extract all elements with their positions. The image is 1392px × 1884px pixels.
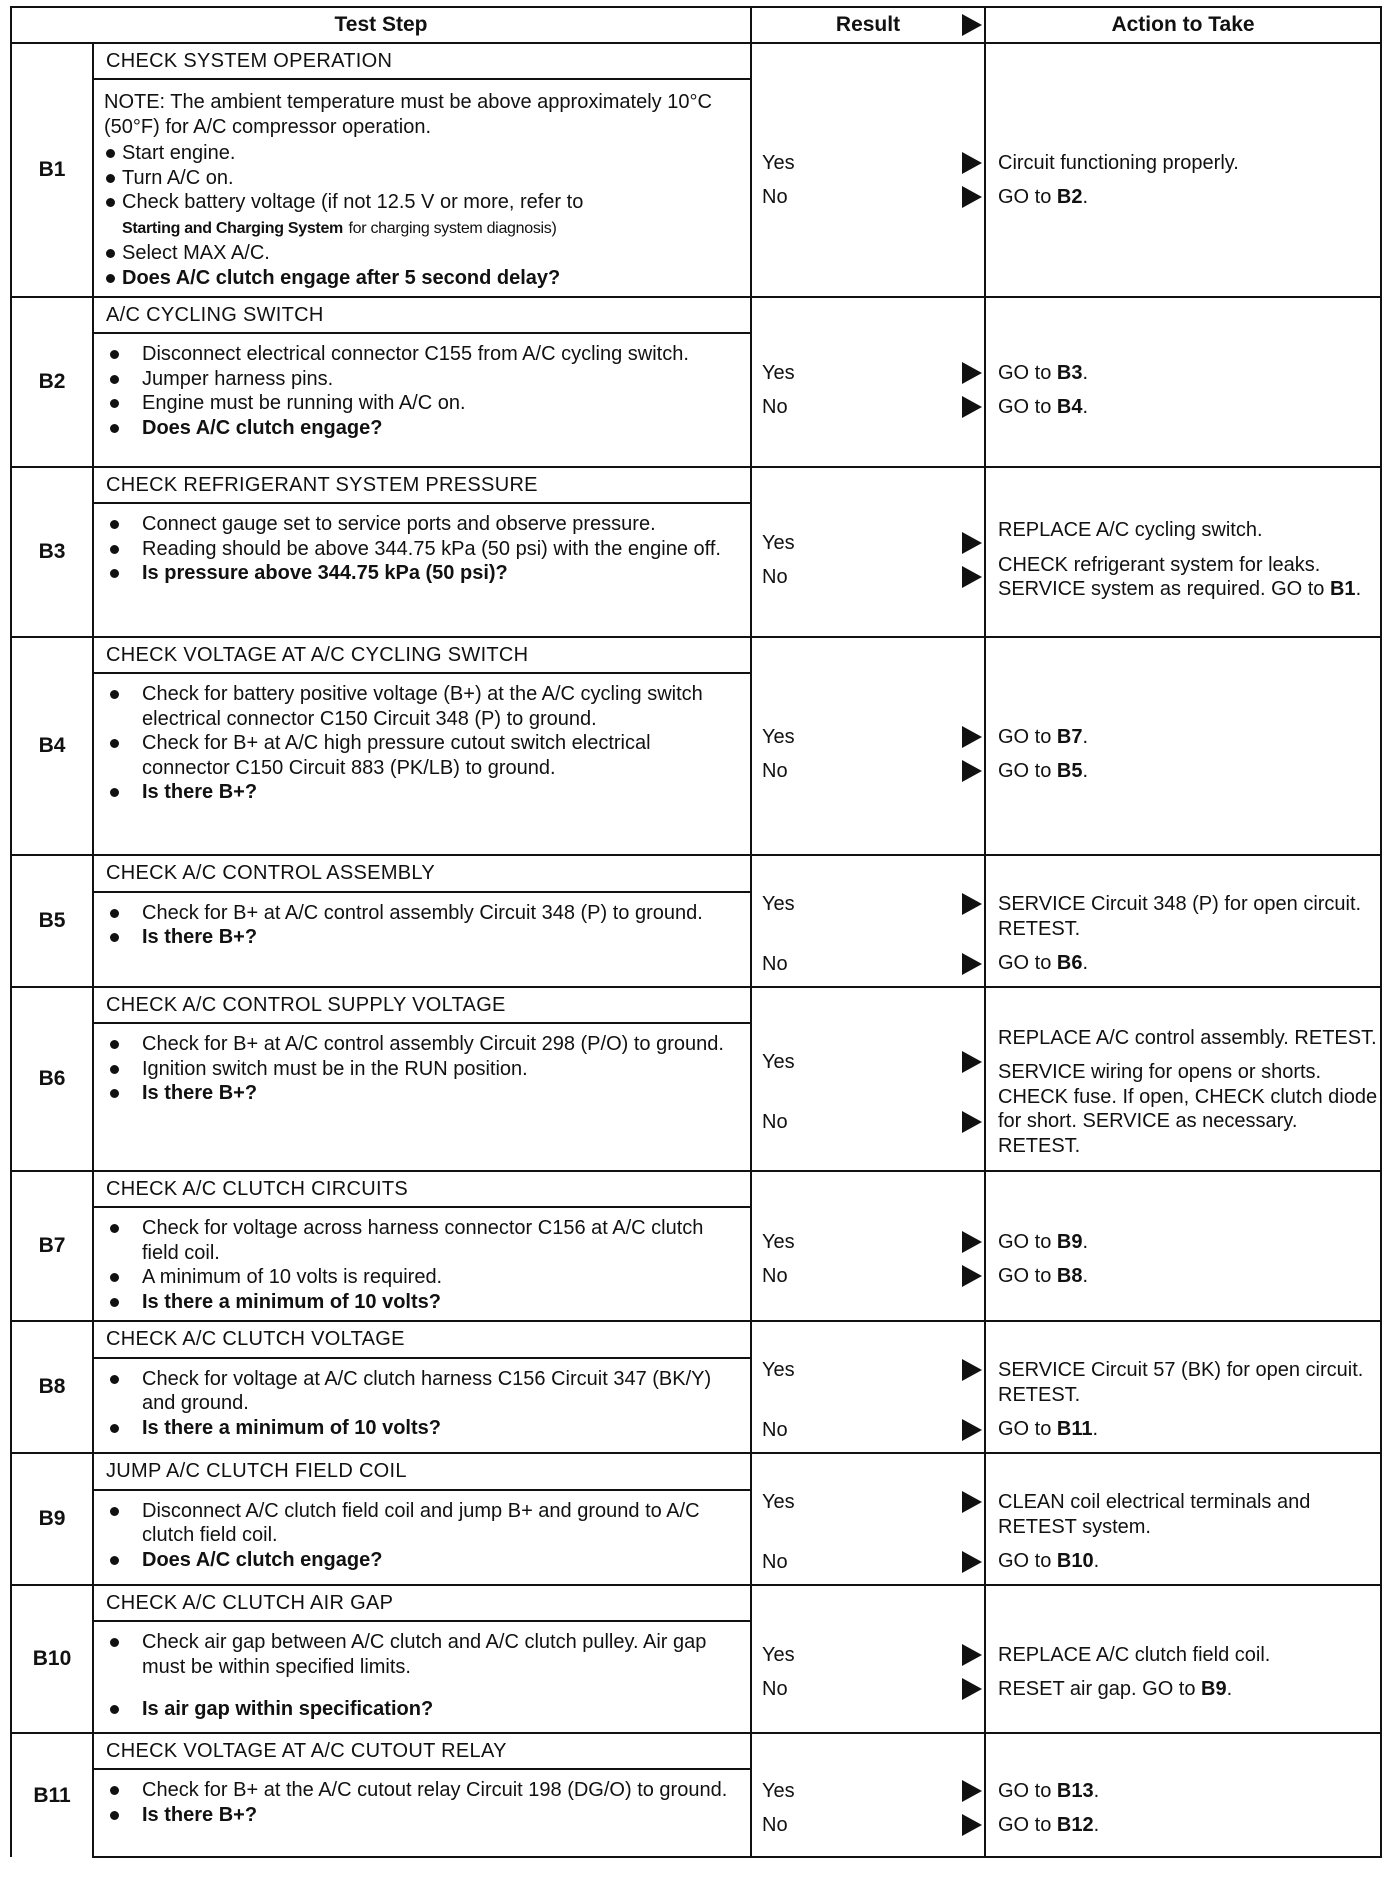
list-item: Check air gap between A/C clutch and A/C clutch pulley. Air gap must be within specified limits. [104, 1630, 740, 1679]
step-question: Does A/C clutch engage? [104, 1548, 740, 1573]
step-row-b7-title [11, 1171, 1381, 1207]
arrow-right-icon [962, 186, 982, 208]
result-yes: Yes [752, 725, 984, 750]
action-cell [985, 855, 1381, 987]
arrow-right-icon [962, 760, 982, 782]
result-yes: Yes [752, 1779, 984, 1804]
step-id: B6 [11, 987, 93, 1171]
result-no: No [752, 1813, 984, 1838]
result-cell [751, 1453, 985, 1585]
arrow-right-icon [962, 14, 982, 36]
action-no: GO to B5. [998, 760, 1089, 782]
step-body [93, 892, 751, 987]
step-row-b6-title [11, 987, 1381, 1023]
step-row-b4-title [11, 637, 1381, 673]
action-no: GO to B6. [998, 952, 1089, 975]
action-no: GO to B2. [998, 186, 1089, 208]
result-cell [751, 637, 985, 855]
step-id: B10 [11, 1585, 93, 1733]
result-no: No [752, 1550, 984, 1575]
step-question: Is there B+? [104, 1803, 740, 1828]
list-item: Reading should be above 344.75 kPa (50 psi) with the engine off. [104, 537, 740, 562]
list-item: A minimum of 10 volts is required. [104, 1265, 740, 1290]
step-body [93, 1769, 751, 1857]
action-yes: REPLACE A/C control assembly. RETEST. [998, 1026, 1377, 1049]
pinpoint-test-table [10, 6, 1382, 1858]
list-item: Start engine. [104, 141, 740, 166]
result-yes: Yes [752, 1490, 984, 1515]
action-cell [985, 1585, 1381, 1733]
result-no: No [752, 1418, 984, 1443]
result-yes: Yes [752, 892, 984, 917]
diagnostic-table-page [10, 6, 1380, 1858]
step-title: CHECK A/C CLUTCH VOLTAGE [93, 1321, 751, 1358]
step-question: Is air gap within specification? [104, 1697, 740, 1722]
step-title: CHECK A/C CLUTCH AIR GAP [93, 1585, 751, 1621]
action-yes: GO to B9. [998, 1230, 1089, 1253]
action-cell [985, 43, 1381, 297]
result-no: No [752, 1677, 984, 1702]
arrow-right-icon [962, 396, 982, 418]
list-item: Disconnect electrical connector C155 from A/C cycling switch. [104, 342, 740, 367]
step-body [93, 333, 751, 467]
step-body [93, 673, 751, 855]
step-body [93, 1358, 751, 1453]
arrow-right-icon [962, 1051, 982, 1073]
arrow-right-icon [962, 1265, 982, 1287]
result-cell [751, 1171, 985, 1321]
result-yes: Yes [752, 361, 984, 386]
list-item: Check for B+ at the A/C cutout relay Circuit 198 (DG/O) to ground. [104, 1778, 740, 1803]
step-title: CHECK VOLTAGE AT A/C CYCLING SWITCH [93, 637, 751, 673]
result-yes: Yes [752, 1358, 984, 1383]
header-result-label: Result [835, 13, 901, 36]
step-id: B4 [11, 637, 93, 855]
result-yes: Yes [752, 1230, 984, 1255]
result-cell [751, 297, 985, 467]
list-item: Jumper harness pins. [104, 367, 740, 392]
action-no: GO to B8. [998, 1265, 1089, 1287]
result-yes: Yes [752, 151, 984, 176]
result-no: No [752, 759, 984, 784]
result-yes: Yes [752, 531, 984, 556]
step-title: CHECK A/C CONTROL SUPPLY VOLTAGE [93, 987, 751, 1023]
step-bullets [104, 342, 740, 440]
list-item: Check for B+ at A/C control assembly Circuit 348 (P) to ground. [104, 901, 740, 926]
result-no: No [752, 952, 984, 977]
result-no: No [752, 1110, 984, 1135]
list-item: Check for battery positive voltage (B+) at the A/C cycling switch electrical connector C150 Circuit 348 (P) to ground. [104, 682, 740, 731]
step-question: Is there a minimum of 10 volts? [104, 1416, 740, 1441]
result-cell [751, 467, 985, 637]
step-note: NOTE: The ambient temperature must be above approximately 10°C (50°F) for A/C compressor operation. [104, 91, 712, 138]
step-bullets [104, 1367, 740, 1441]
action-yes: REPLACE A/C clutch field coil. [998, 1643, 1271, 1666]
step-title: A/C CYCLING SWITCH [93, 297, 751, 333]
result-yes: Yes [752, 1643, 984, 1668]
action-yes: SERVICE Circuit 348 (P) for open circuit. RETEST. [998, 893, 1362, 940]
step-body [93, 1621, 751, 1733]
action-cell [985, 1453, 1381, 1585]
list-item: Turn A/C on. [104, 166, 740, 191]
step-row-b8-title [11, 1321, 1381, 1358]
step-id: B9 [11, 1453, 93, 1585]
result-cell [751, 1321, 985, 1453]
step-question: Is there B+? [104, 925, 740, 950]
header-result [751, 7, 985, 43]
step-title: CHECK A/C CLUTCH CIRCUITS [93, 1171, 751, 1207]
action-no: GO to B12. [998, 1814, 1100, 1836]
arrow-right-icon [962, 1111, 982, 1133]
result-no: No [752, 395, 984, 420]
action-yes: GO to B13. [998, 1779, 1100, 1802]
action-cell [985, 987, 1381, 1171]
step-bullets [104, 512, 740, 586]
table-header-row [11, 7, 1381, 43]
step-body [93, 1207, 751, 1321]
step-title: CHECK VOLTAGE AT A/C CUTOUT RELAY [93, 1733, 751, 1769]
result-cell [751, 987, 985, 1171]
step-id: B2 [11, 297, 93, 467]
step-id: B5 [11, 855, 93, 987]
step-id: B11 [11, 1733, 93, 1857]
step-question: Is pressure above 344.75 kPa (50 psi)? [104, 561, 740, 586]
action-cell [985, 1733, 1381, 1857]
arrow-right-icon [962, 1644, 982, 1666]
step-id: B8 [11, 1321, 93, 1453]
step-question: Is there a minimum of 10 volts? [104, 1290, 740, 1315]
result-cell [751, 1585, 985, 1733]
list-item: Connect gauge set to service ports and observe pressure. [104, 512, 740, 537]
arrow-right-icon [962, 566, 982, 588]
step-bullets [104, 1499, 740, 1573]
arrow-right-icon [962, 362, 982, 384]
step-id: B1 [11, 43, 93, 297]
result-no: No [752, 1264, 984, 1289]
action-yes: REPLACE A/C cycling switch. [998, 519, 1263, 542]
step-bullets [104, 1032, 740, 1106]
action-cell [985, 637, 1381, 855]
action-cell [985, 467, 1381, 637]
step-bullets [104, 1778, 740, 1827]
step-bullets [104, 901, 740, 950]
step-title: CHECK SYSTEM OPERATION [93, 43, 751, 79]
result-no: No [752, 185, 984, 210]
step-bullets [104, 1216, 740, 1314]
list-item: Check for B+ at A/C high pressure cutout switch electrical connector C150 Circuit 883 (PK/LB) to ground. [104, 731, 740, 780]
arrow-right-icon [962, 1780, 982, 1802]
action-cell [985, 1321, 1381, 1453]
action-yes: GO to B7. [998, 725, 1089, 748]
action-no: GO to B11. [998, 1418, 1099, 1441]
arrow-right-icon [962, 1231, 982, 1253]
action-yes: CLEAN coil electrical terminals and RETEST system. [998, 1491, 1311, 1538]
list-item: Ignition switch must be in the RUN position. [104, 1057, 740, 1082]
action-no: SERVICE wiring for opens or shorts. CHECK fuse. If open, CHECK clutch diode for short. SERVICE as necessary. RETEST. [998, 1061, 1378, 1157]
step-question: Is there B+? [104, 780, 740, 805]
step-id: B3 [11, 467, 93, 637]
step-row-b9-title [11, 1453, 1381, 1490]
arrow-right-icon [962, 1359, 982, 1381]
header-test-step: Test Step [11, 7, 751, 43]
list-item: Check for voltage at A/C clutch harness C156 Circuit 347 (BK/Y) and ground. [104, 1367, 740, 1416]
step-body [93, 79, 751, 297]
action-yes: Circuit functioning properly. [998, 151, 1239, 174]
step-question: Does A/C clutch engage? [104, 416, 740, 441]
step-title: CHECK A/C CONTROL ASSEMBLY [93, 855, 751, 892]
step-row-b11-title [11, 1733, 1381, 1769]
action-no: GO to B10. [998, 1550, 1100, 1573]
step-title: JUMP A/C CLUTCH FIELD COIL [93, 1453, 751, 1490]
arrow-right-icon [962, 1814, 982, 1836]
step-bullets [104, 1630, 740, 1722]
arrow-right-icon [962, 1551, 982, 1573]
step-bullets [104, 141, 740, 290]
header-action: Action to Take [985, 7, 1381, 43]
arrow-right-icon [962, 893, 982, 915]
list-item: Disconnect A/C clutch field coil and jump B+ and ground to A/C clutch field coil. [104, 1499, 740, 1548]
step-row-b1-title [11, 43, 1381, 79]
step-bullets [104, 682, 740, 805]
step-title: CHECK REFRIGERANT SYSTEM PRESSURE [93, 467, 751, 503]
action-cell [985, 297, 1381, 467]
arrow-right-icon [962, 953, 982, 975]
step-row-b10-title [11, 1585, 1381, 1621]
result-cell [751, 855, 985, 987]
action-no: CHECK refrigerant system for leaks. SERVICE system as required. GO to B1. [998, 553, 1362, 601]
step-body [93, 503, 751, 637]
step-question: Is there B+? [104, 1081, 740, 1106]
action-yes: GO to B3. [998, 361, 1089, 384]
step-row-b3-title [11, 467, 1381, 503]
step-body [93, 1490, 751, 1585]
arrow-right-icon [962, 1419, 982, 1441]
arrow-right-icon [962, 1491, 982, 1513]
list-item: Select MAX A/C. [104, 241, 740, 266]
result-cell [751, 1733, 985, 1857]
step-id: B7 [11, 1171, 93, 1321]
result-yes: Yes [752, 1050, 984, 1075]
arrow-right-icon [962, 532, 982, 554]
action-no: GO to B4. [998, 396, 1089, 418]
arrow-right-icon [962, 726, 982, 748]
list-item: Check for voltage across harness connector C156 at A/C clutch field coil. [104, 1216, 740, 1265]
list-item: Check for B+ at A/C control assembly Circuit 298 (P/O) to ground. [104, 1032, 740, 1057]
step-row-b5-title [11, 855, 1381, 892]
step-question: Does A/C clutch engage after 5 second delay? [104, 266, 740, 291]
list-item: Check battery voltage (if not 12.5 V or more, refer to Starting and Charging System for charging system diagnosis) [104, 190, 740, 241]
action-cell [985, 1171, 1381, 1321]
result-cell [751, 43, 985, 297]
list-item: Engine must be running with A/C on. [104, 391, 740, 416]
arrow-right-icon [962, 152, 982, 174]
result-no: No [752, 565, 984, 590]
step-row-b2-title [11, 297, 1381, 333]
action-no: RESET air gap. GO to B9. [998, 1678, 1233, 1700]
step-body [93, 1023, 751, 1171]
arrow-right-icon [962, 1678, 982, 1700]
action-yes: SERVICE Circuit 57 (BK) for open circuit. RETEST. [998, 1359, 1364, 1406]
